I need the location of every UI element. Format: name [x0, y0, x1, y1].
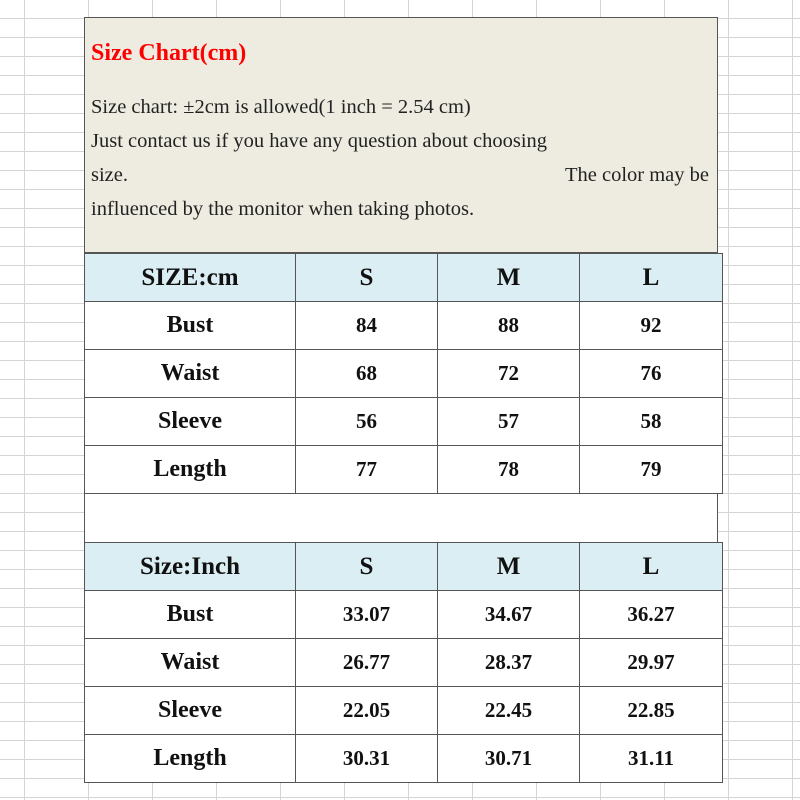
table-cell: 33.07	[296, 591, 438, 639]
table-cell: 79	[580, 446, 723, 494]
contact-note: Just contact us if you have any question about choosing	[91, 130, 548, 152]
header-cell: SIZE:cm	[85, 254, 296, 302]
header-cell: Size:Inch	[85, 543, 296, 591]
header-cell: L	[580, 254, 723, 302]
tolerance-note: Size chart: ±2cm is allowed(1 inch = 2.54 cm)	[91, 96, 471, 118]
table-row	[85, 687, 723, 735]
table-cell: 84	[296, 302, 438, 350]
table-row	[85, 398, 723, 446]
size-chart-sheet	[84, 17, 718, 783]
row-label: Waist	[85, 350, 296, 398]
row-label: Length	[85, 735, 296, 783]
notes-panel	[84, 17, 718, 253]
header-cell: L	[580, 543, 723, 591]
header-cell: S	[296, 543, 438, 591]
color-note-start: The color may be	[564, 164, 709, 186]
row-label: Sleeve	[85, 398, 296, 446]
notes-body	[91, 90, 709, 226]
notes-line-3	[91, 158, 709, 192]
table-cell: 57	[438, 398, 580, 446]
table-cell: 30.71	[438, 735, 580, 783]
size-chart-title: Size Chart(cm)	[91, 40, 247, 66]
row-label: Waist	[85, 639, 296, 687]
table-cell: 31.11	[580, 735, 723, 783]
header-cell: M	[438, 254, 580, 302]
table-header-row	[85, 254, 723, 302]
table-cell: 92	[580, 302, 723, 350]
table-cell: 22.45	[438, 687, 580, 735]
table-cell: 76	[580, 350, 723, 398]
color-note-end: influenced by the monitor when taking photos.	[91, 198, 475, 220]
header-cell: S	[296, 254, 438, 302]
inch-size-table	[84, 542, 723, 783]
table-row	[85, 591, 723, 639]
contact-note-end: size.	[91, 164, 128, 186]
table-cell: 34.67	[438, 591, 580, 639]
table-cell: 58	[580, 398, 723, 446]
table-row	[85, 446, 723, 494]
table-cell: 36.27	[580, 591, 723, 639]
table-row	[85, 735, 723, 783]
row-label: Sleeve	[85, 687, 296, 735]
table-cell: 22.85	[580, 687, 723, 735]
table-cell: 72	[438, 350, 580, 398]
table-cell: 28.37	[438, 639, 580, 687]
table-cell: 26.77	[296, 639, 438, 687]
table-row	[85, 350, 723, 398]
table-cell: 30.31	[296, 735, 438, 783]
table-row	[85, 639, 723, 687]
table-cell: 77	[296, 446, 438, 494]
table-cell: 78	[438, 446, 580, 494]
header-cell: M	[438, 543, 580, 591]
table-cell: 56	[296, 398, 438, 446]
row-label: Length	[85, 446, 296, 494]
table-cell: 68	[296, 350, 438, 398]
row-label: Bust	[85, 591, 296, 639]
table-cell: 29.97	[580, 639, 723, 687]
table-spacer	[84, 494, 718, 542]
table-row	[85, 302, 723, 350]
row-label: Bust	[85, 302, 296, 350]
cm-size-table	[84, 253, 723, 494]
table-cell: 88	[438, 302, 580, 350]
table-cell: 22.05	[296, 687, 438, 735]
table-header-row	[85, 543, 723, 591]
